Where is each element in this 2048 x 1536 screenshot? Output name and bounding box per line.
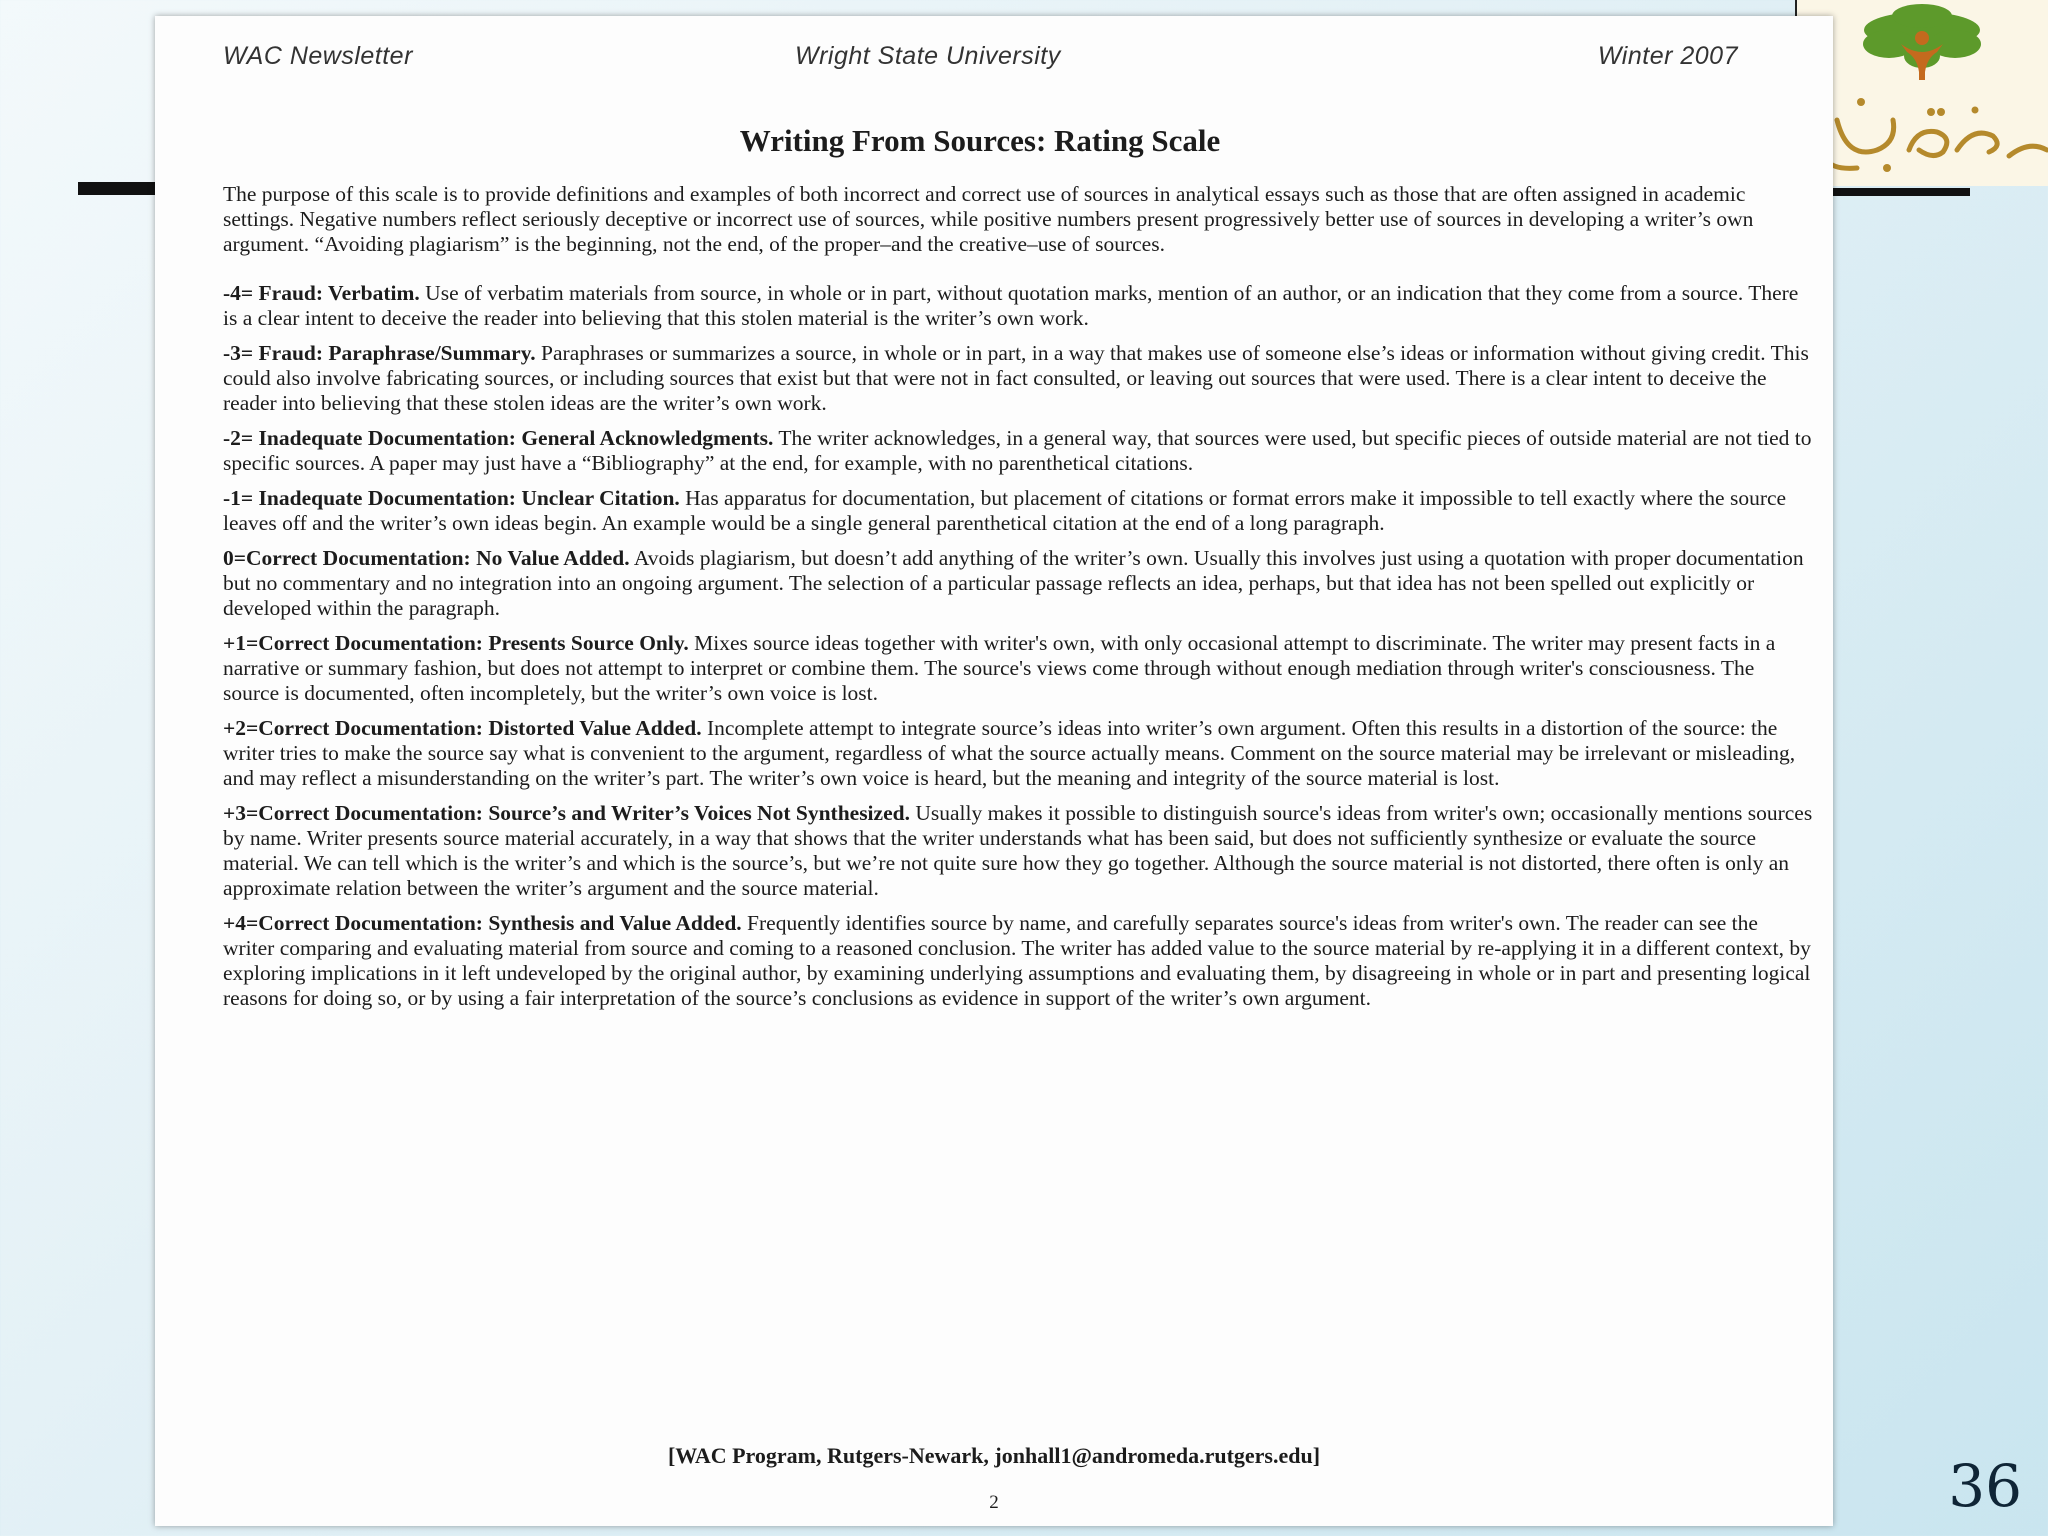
rating-item — [223, 281, 1813, 331]
rating-item — [223, 341, 1813, 416]
rating-item — [223, 486, 1813, 536]
rating-label: 0=Correct Documentation: No Value Added. — [223, 546, 630, 570]
slide-number: 36 — [1948, 1452, 2022, 1520]
rating-item — [223, 631, 1813, 706]
page-title: Writing From Sources: Rating Scale — [739, 123, 1221, 158]
slide-bar-right — [1830, 188, 1970, 196]
rating-text: Frequently identifies source by name, and carefully separates source's ideas from writer's own. The reader can see the writer comparing and evaluating material from source and coming to a reasoned conclusion. The writer has added value to the source material by re-applying it in a different context, by exploring implications in it left undeveloped by the original author, by examining underlying assumptions and evaluating them, by disagreeing in whole or in part and presenting logical reasons for doing so, or by using a fair interpretation of the source’s conclusions as evidence in support of the writer’s own argument. — [223, 911, 1811, 1010]
document-body — [223, 182, 1813, 1021]
document-page — [155, 16, 1833, 1526]
rating-text: Use of verbatim materials from source, in whole or in part, without quotation marks, mention of an author, or an indication that they come from a source. There is a clear intent to deceive the reader into believing that this stolen material is the writer’s own work. — [223, 281, 1799, 330]
rating-item — [223, 801, 1813, 901]
rating-text: Usually makes it possible to distinguish source's ideas from writer's own; occasionally mentions sources by name. Writer presents source material accurately, in a way that shows that the writer understands what has been said, but does not sufficiently synthesize or evaluate the source material. We can tell which is the writer’s and which is the source’s, but we’re not quite sure how they go together. Although the source material is not distorted, there often is only an approximate relation between the writer’s argument and the source material. — [223, 801, 1813, 900]
tree-person-logo-icon — [1797, 0, 2048, 186]
header-university: Wright State University — [795, 42, 1061, 70]
rating-item — [223, 716, 1813, 791]
rating-item — [223, 426, 1813, 476]
rating-label: -1= Inadequate Documentation: Unclear Citation. — [223, 486, 680, 510]
rating-label: +3=Correct Documentation: Source’s and Writer’s Voices Not Synthesized. — [223, 801, 910, 825]
rating-text: Avoids plagiarism, but doesn’t add anything of the writer’s own. Usually this involves just using a quotation with proper documentation but no commentary and no integration into an ongoing argument. The selection of a particular passage reflects an idea, perhaps, but that idea has not been spelled out explicitly or developed within the paragraph. — [223, 546, 1804, 620]
intro-paragraph: The purpose of this scale is to provide definitions and examples of both incorrect and correct use of sources in analytical essays such as those that are often assigned in academic settings. Negative numbers reflect seriously deceptive or incorrect use of sources, while positive numbers present progressively better use of sources in developing a writer’s own argument. “Avoiding plagiarism” is the beginning, not the end, of the proper–and the creative–use of sources. — [223, 182, 1754, 256]
rating-text: The writer acknowledges, in a general way, that sources were used, but specific pieces of outside material are not tied to specific sources. A paper may just have a “Bibliography” at the end, for example, with no parenthetical citations. — [223, 426, 1812, 475]
rating-text: Mixes source ideas together with writer's own, with only occasional attempt to discriminate. The writer may present facts in a narrative or summary fashion, but does not attempt to interpret or combine them. The source's views come through without enough mediation through writer's consciousness. The source is documented, often incompletely, but the writer’s own voice is lost. — [223, 631, 1776, 705]
rating-item — [223, 546, 1813, 621]
rating-label: -3= Fraud: Paraphrase/Summary. — [223, 341, 536, 365]
slide-bar-left — [78, 182, 160, 195]
rating-text: Has apparatus for documentation, but placement of citations or format errors make it impossible to tell exactly where the source leaves off and the writer’s own ideas begin. An example would be a single general parenthetical citation at the end of a long paragraph. — [223, 486, 1787, 535]
page-number: 2 — [989, 1492, 999, 1513]
rating-label: -2= Inadequate Documentation: General Acknowledgments. — [223, 426, 774, 450]
header-newsletter: WAC Newsletter — [223, 42, 413, 70]
header-issue: Winter 2007 — [1597, 42, 1738, 70]
rating-item — [223, 911, 1813, 1011]
rating-text: Incomplete attempt to integrate source’s ideas into writer’s own argument. Often this results in a distortion of the source: the writer tries to make the source say what is convenient to the argument, regardless of what the source actually means. Comment on the source material may be irrelevant or misleading, and may reflect a misunderstanding on the writer’s part. The writer’s own voice is heard, but the meaning and integrity of the source material is lost. — [223, 716, 1796, 790]
rating-label: +4=Correct Documentation: Synthesis and Value Added. — [223, 911, 742, 935]
rating-label: -4= Fraud: Verbatim. — [223, 281, 420, 305]
rating-label: +2=Correct Documentation: Distorted Value Added. — [223, 716, 702, 740]
rating-label: +1=Correct Documentation: Presents Source Only. — [223, 631, 689, 655]
rating-text: Paraphrases or summarizes a source, in whole or in part, in a way that makes use of someone else’s ideas or information without giving credit. This could also involve fabricating sources, or including sources that exist but that were not in fact consulted, or leaving out sources that were used. There is a clear intent to deceive the reader into believing that these stolen ideas are the writer’s own work. — [223, 341, 1809, 415]
footer-contact: [WAC Program, Rutgers-Newark, jonhall1@andromeda.rutgers.edu] — [667, 1443, 1321, 1468]
